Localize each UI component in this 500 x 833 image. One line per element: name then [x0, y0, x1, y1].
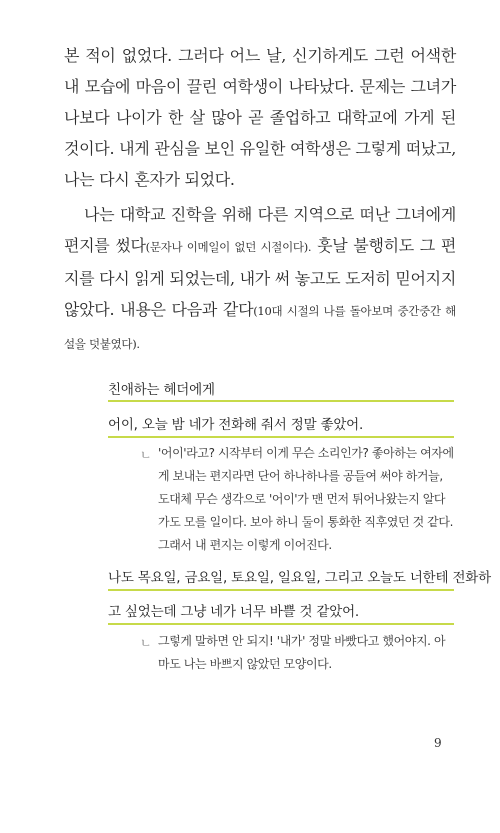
paragraph-2-note-b: (10대 시절의 나를 돌아보며 중간중간 해설을 덧붙였다).: [64, 304, 456, 351]
page-number: 9: [434, 736, 442, 750]
paragraph-2-text-a: 나는 대학교 진학을 위해 다른 지역으로 떠난 그녀에게 편지를 썼다: [64, 205, 456, 255]
comment-marker-2: ㄴ: [140, 636, 152, 650]
rule-line-2a: [108, 589, 454, 591]
rule-line-1: [108, 436, 454, 438]
letter-line-2b: 고 싶었는데 그냥 네가 너무 바쁠 것 같았어.: [108, 604, 360, 620]
paragraph-2: [64, 199, 456, 360]
paragraph-2-text-b: 훗날 불행히도 그 편지를 다시 읽게 되었는데, 내가 써 놓고도 도저히 믿어지지 않았다. 내용은 다음과 같다: [64, 236, 456, 319]
comment-1: '어이'라고? 시작부터 이게 무슨 소리인가? 좋아하는 여자에게 보내는 편지라면 단어 하나하나를 공들여 써야 하거늘, 도대체 무슨 생각으로 '어이'가 맨 먼저 튀어나왔는지 알다가도 모를 일이다. 보아 하니 둘이 통화한 직후였던 것 같다. 그래서 내 편지는 이렇게 이어진다.: [158, 446, 454, 552]
comment-marker-1: ㄴ: [140, 448, 152, 462]
letter-line-2a: 나도 목요일, 금요일, 토요일, 일요일, 그리고 오늘도 너한테 전화하: [108, 570, 491, 586]
paragraph-1: [64, 40, 456, 195]
comment-2: 그렇게 말하면 안 되지! '내가' 정말 바빴다고 했어야지. 아마도 나는 바쁘지 않았던 모양이다.: [158, 634, 446, 671]
rule-salutation: [108, 400, 454, 402]
paragraph-2-note-a: (문자나 이메일이 없던 시절이다).: [145, 240, 312, 254]
paragraph-1-text: 본 적이 없었다. 그러다 어느 날, 신기하게도 그런 어색한 내 모습에 마음이 끌린 여학생이 나타났다. 문제는 그녀가 나보다 나이가 한 살 많아 곧 졸업하고 대학교에 가게 된 것이다. 내게 관심을 보인 유일한 여학생은 그렇게 떠났고, 나는 다시 혼자가 되었다.: [64, 46, 456, 189]
letter-salutation: 친애하는 헤더에게: [108, 382, 215, 398]
letter-line-1: 어이, 오늘 밤 네가 전화해 줘서 정말 좋았어.: [108, 417, 364, 433]
rule-line-2b: [108, 623, 454, 625]
